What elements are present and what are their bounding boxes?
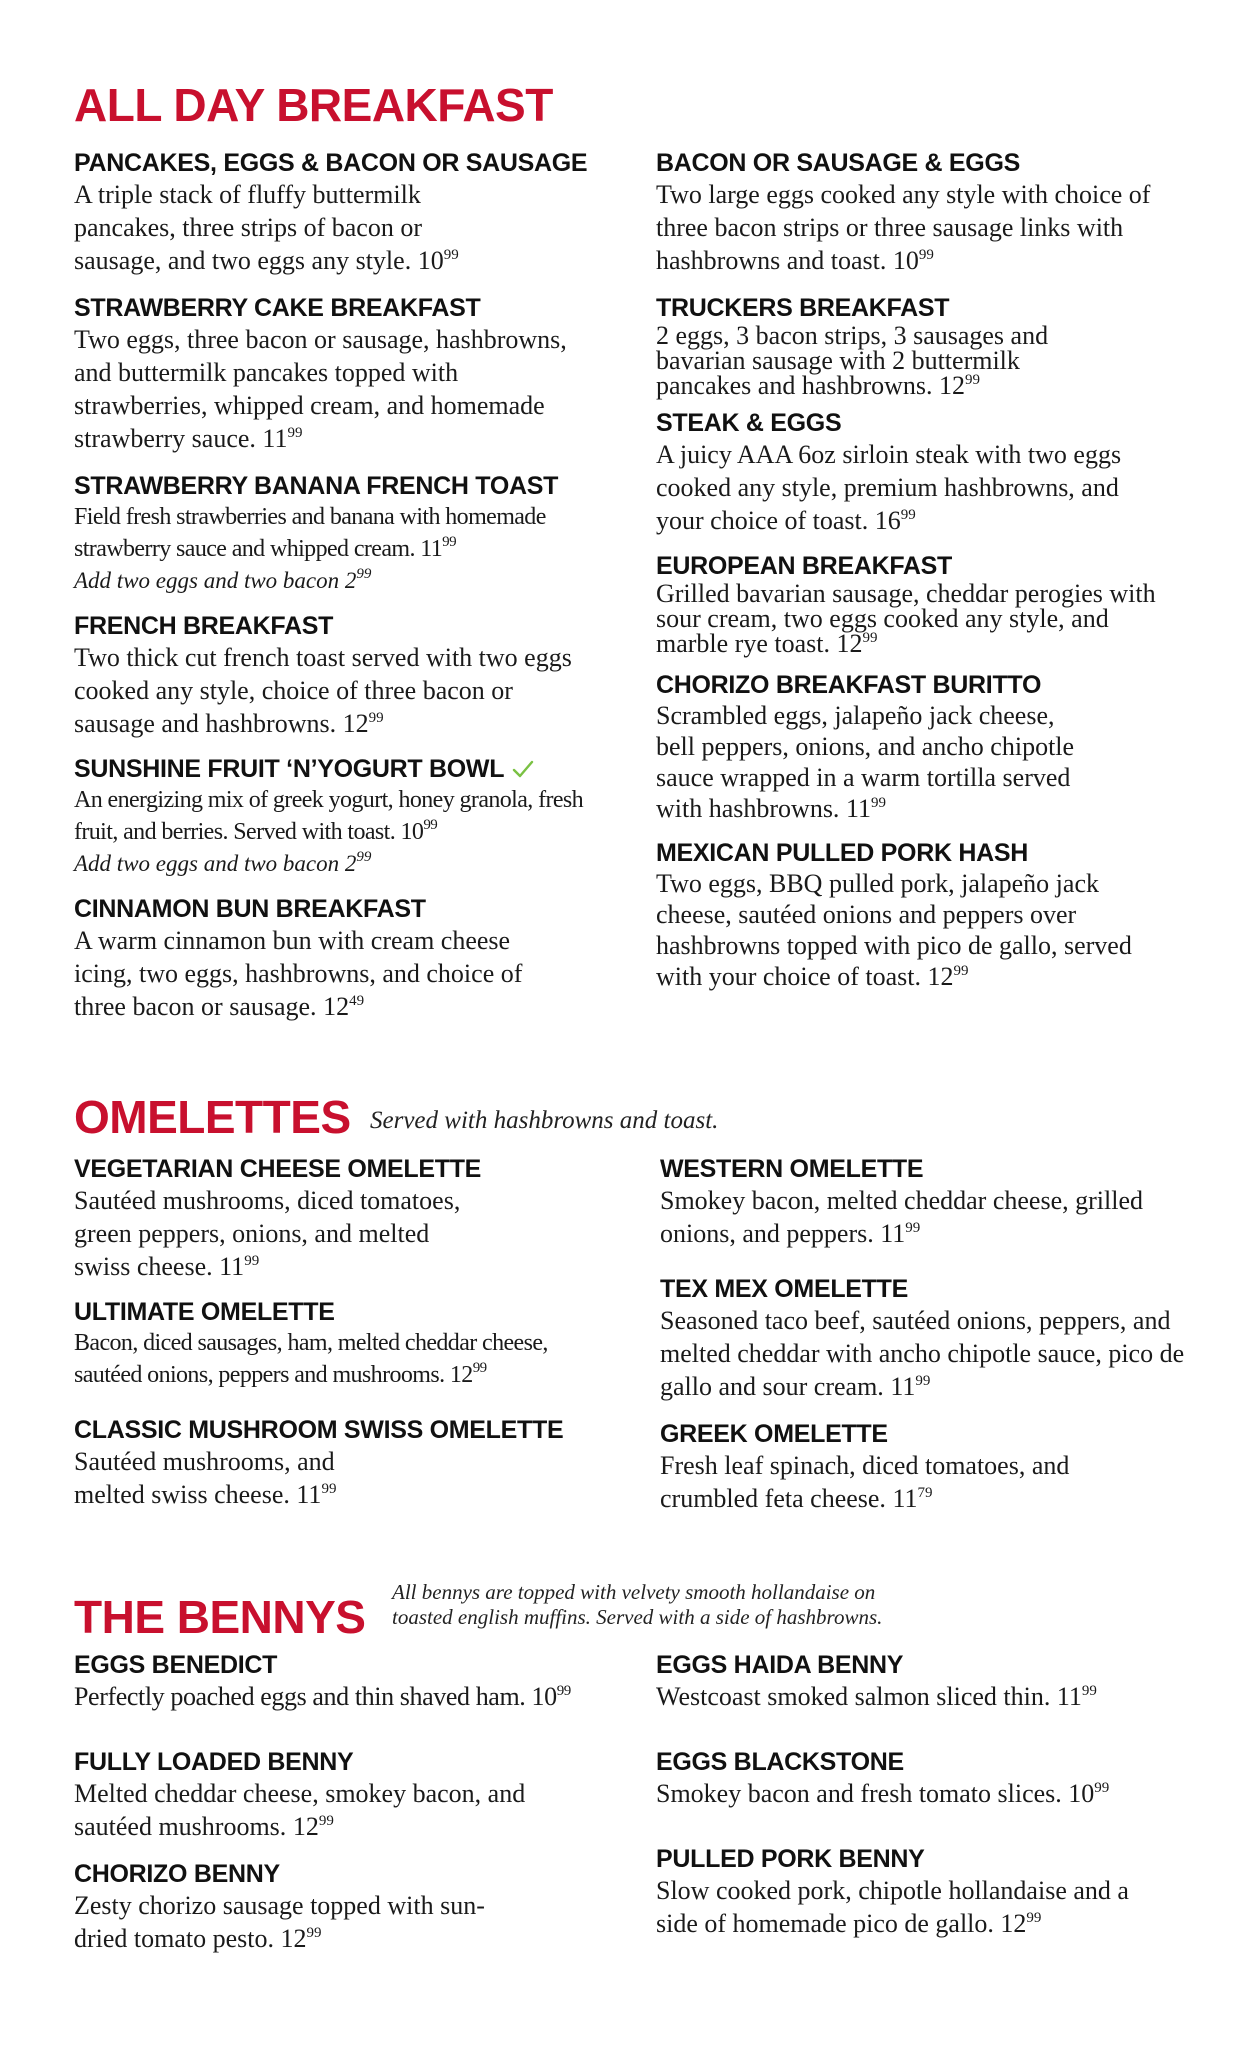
item-name: CHORIZO BENNY [74, 1860, 280, 1888]
price: $12^{99}$ [342, 709, 384, 738]
menu-item [74, 1154, 614, 1283]
menu-item [656, 838, 1196, 992]
item-desc-text: Sautéed mushrooms, diced tomatoes, green peppers, onions, and melted swiss cheese. [74, 1186, 461, 1281]
item-name: TEX MEX OMELETTE [660, 1275, 908, 1303]
breakfast-right-column [656, 148, 1196, 1014]
item-desc [74, 1680, 614, 1713]
item-name: SUNSHINE FRUIT ‘N’YOGURT BOWL [74, 754, 614, 784]
bennys-right-column [656, 1650, 1196, 1962]
item-desc [656, 581, 1156, 656]
bennys-subtitle [392, 1580, 882, 1630]
menu-item [660, 1154, 1200, 1250]
price: $10^{99}$ [400, 817, 438, 845]
item-desc-text: Grilled bavarian sausage, cheddar perogies with sour cream, two eggs cooked any style, and marble rye toast. [656, 579, 1156, 658]
menu-item [660, 1419, 1200, 1515]
item-name: PULLED PORK BENNY [656, 1845, 925, 1873]
menu-item [656, 293, 1196, 398]
item-desc [74, 1184, 474, 1283]
price: $11^{99}$ [1056, 1682, 1097, 1711]
checkmark-icon [512, 759, 534, 779]
menu-item [74, 894, 614, 1023]
item-desc [656, 323, 1096, 398]
item-desc [74, 641, 574, 740]
item-desc-text: Melted cheddar cheese, smokey bacon, and sautéed mushrooms. [74, 1779, 526, 1841]
price: $11^{79}$ [892, 1484, 933, 1513]
menu-item [74, 471, 614, 597]
menu-item [656, 551, 1196, 656]
item-name: VEGETARIAN CHEESE OMELETTE [74, 1155, 482, 1183]
omelettes-left-column [74, 1154, 614, 1533]
item-name: EUROPEAN BREAKFAST [656, 552, 953, 580]
item-desc-text: A triple stack of fluffy buttermilk pancakes, three strips of bacon or sausage, and two eggs any style. [74, 180, 422, 275]
item-name: STRAWBERRY CAKE BREAKFAST [74, 294, 481, 322]
item-desc [656, 1680, 1196, 1713]
item-desc-text: Perfectly poached eggs and thin shaved ham. [74, 1682, 526, 1711]
item-name: ULTIMATE OMELETTE [74, 1298, 335, 1326]
item-name: EGGS HAIDA BENNY [656, 1651, 904, 1679]
item-desc [74, 323, 574, 455]
price: $11^{99}$ [890, 1372, 931, 1401]
price: $10^{99}$ [892, 246, 934, 275]
item-desc-text: Bacon, diced sausages, ham, melted cheddar cheese, sautéed onions, peppers and mushrooms. [74, 1330, 548, 1388]
bennys-subtitle-line-2: toasted english muffins. Served with a side of hashbrowns. [392, 1605, 883, 1629]
price: $11^{99}$ [420, 534, 456, 562]
price: $12^{99}$ [449, 1360, 487, 1388]
item-desc-text: An energizing mix of greek yogurt, honey granola, fresh fruit, and berries. Served with toast. [74, 787, 584, 845]
item-desc [74, 501, 614, 565]
item-name: STRAWBERRY BANANA FRENCH TOAST [74, 472, 559, 500]
omelettes-right-column [660, 1154, 1200, 1537]
item-desc [74, 784, 614, 848]
addon-line: Add two eggs and two bacon $2^{99}$ [74, 566, 372, 593]
item-desc [656, 438, 1136, 537]
item-desc-text: A juicy AAA 6oz sirloin steak with two eggs cooked any style, premium hashbrowns, and your choice of toast. [656, 440, 1122, 535]
item-desc-text: Smokey bacon, melted cheddar cheese, grilled onions, and peppers. [660, 1186, 1143, 1248]
menu-item [74, 1415, 614, 1511]
item-name: EGGS BLACKSTONE [656, 1748, 904, 1776]
item-name: FRENCH BREAKFAST [74, 612, 334, 640]
price: $12^{99}$ [927, 962, 969, 991]
item-name: FULLY LOADED BENNY [74, 1748, 354, 1776]
addon-line: Add two eggs and two bacon $2^{99}$ [74, 849, 372, 876]
menu-item [656, 1747, 1196, 1810]
bennys-title: THE BENNYS [74, 1591, 366, 1643]
item-name: TRUCKERS BREAKFAST [656, 294, 950, 322]
item-desc-text: Fresh leaf spinach, diced tomatoes, and crumbled feta cheese. [660, 1451, 1070, 1513]
price: $11^{99}$ [880, 1219, 921, 1248]
item-desc-text: Two eggs, BBQ pulled pork, jalapeño jack cheese, sautéed onions and peppers over hashbrowns topped with pico de gallo, served with your choice of toast. [656, 869, 1132, 991]
item-desc [656, 1874, 1166, 1940]
price: $11^{99}$ [262, 424, 303, 453]
bennys-subtitle-line-1: All bennys are topped with velvety smooth hollandaise on [392, 1580, 876, 1604]
menu-item [74, 754, 614, 880]
menu-item [74, 1650, 614, 1713]
item-name: CINNAMON BUN BREAKFAST [74, 895, 426, 923]
item-desc-text: Sautéed mushrooms, and melted swiss cheese. [74, 1447, 335, 1509]
menu-item [656, 1844, 1196, 1940]
item-name: BACON OR SAUSAGE & EGGS [656, 149, 1020, 177]
menu-item [656, 148, 1196, 277]
item-desc-text: Zesty chorizo sausage topped with sun-dried tomato pesto. [74, 1891, 485, 1953]
price: $12^{99}$ [836, 629, 878, 658]
item-name: PANCAKES, EGGS & BACON OR SAUSAGE [74, 149, 588, 177]
item-desc [74, 1777, 534, 1843]
item-name: CHORIZO BREAKFAST BURITTO [656, 671, 1042, 699]
item-desc [656, 178, 1176, 277]
item-desc [74, 178, 494, 277]
item-desc [74, 1889, 494, 1955]
omelettes-title: OMELETTES [74, 1091, 351, 1143]
item-desc [660, 1304, 1200, 1403]
bennys-left-column [74, 1650, 614, 1977]
price: $12^{99}$ [1000, 1909, 1042, 1938]
item-name: MEXICAN PULLED PORK HASH [656, 839, 1028, 867]
omelettes-subtitle: Served with hashbrowns and toast. [370, 1107, 719, 1134]
item-desc-text: Two eggs, three bacon or sausage, hashbrowns, and buttermilk pancakes topped with strawberries, whipped cream, and homemade strawberry sauce. [74, 325, 567, 453]
price: $12^{99}$ [939, 371, 981, 400]
item-desc [74, 924, 544, 1023]
item-name: GREEK OMELETTE [660, 1420, 888, 1448]
item-name: STEAK & EGGS [656, 409, 842, 437]
item-desc-text: Two large eggs cooked any style with choice of three bacon strips or three sausage links with hashbrowns and toast. [656, 180, 1151, 275]
price: $11^{99}$ [845, 794, 886, 823]
item-desc [656, 1777, 1196, 1810]
menu-item [656, 1650, 1196, 1713]
breakfast-title: ALL DAY BREAKFAST [74, 79, 553, 131]
price: $11^{99}$ [219, 1252, 260, 1281]
item-name: EGGS BENEDICT [74, 1651, 278, 1679]
menu-item [74, 1859, 614, 1955]
menu-item [74, 293, 614, 455]
item-desc-text: Westcoast smoked salmon sliced thin. [656, 1682, 1051, 1711]
item-desc-text: 2 eggs, 3 bacon strips, 3 sausages and bavarian sausage with 2 buttermilk pancakes and hashbrowns. [656, 321, 1049, 400]
price: $10^{99}$ [531, 1682, 571, 1711]
menu-item [656, 670, 1196, 824]
item-desc [660, 1184, 1150, 1250]
item-desc [74, 1327, 614, 1391]
item-desc-text: A warm cinnamon bun with cream cheese icing, two eggs, hashbrowns, and choice of three bacon or sausage. [74, 926, 523, 1021]
price: $10^{99}$ [417, 246, 459, 275]
item-desc-text: Scrambled eggs, jalapeño jack cheese, bell peppers, onions, and ancho chipotle sauce wrapped in a warm tortilla served with hashbrowns. [656, 701, 1075, 823]
menu-item [74, 1297, 614, 1391]
item-name: WESTERN OMELETTE [660, 1155, 924, 1183]
breakfast-left-column [74, 148, 614, 1045]
item-desc-text: Two thick cut french toast served with two eggs cooked any style, choice of three bacon or sausage and hashbrowns. [74, 643, 572, 738]
item-desc-text: Slow cooked pork, chipotle hollandaise and a side of homemade pico de gallo. [656, 1876, 1129, 1938]
item-desc [656, 700, 1096, 824]
price: $12^{99}$ [292, 1812, 334, 1841]
item-name: CLASSIC MUSHROOM SWISS OMELETTE [74, 1416, 564, 1444]
item-desc-text: Seasoned taco beef, sautéed onions, peppers, and melted cheddar with ancho chipotle sauce, pico de gallo and sour cream. [660, 1306, 1185, 1401]
price: $12^{99}$ [280, 1924, 322, 1953]
price: $12^{49}$ [323, 992, 365, 1021]
price: $16^{99}$ [874, 506, 916, 535]
price: $10^{99}$ [1068, 1779, 1110, 1808]
menu-item [660, 1274, 1200, 1403]
menu-item [74, 148, 614, 277]
menu-item [74, 611, 614, 740]
menu-item [656, 408, 1196, 537]
item-desc [660, 1449, 1080, 1515]
menu-item [74, 1747, 614, 1843]
item-desc [656, 868, 1146, 992]
item-desc-text: Smokey bacon and fresh tomato slices. [656, 1779, 1062, 1808]
item-desc-text: Field fresh strawberries and banana with homemade strawberry sauce and whipped cream. [74, 504, 546, 562]
price: $11^{99}$ [296, 1480, 337, 1509]
item-desc [74, 1445, 394, 1511]
